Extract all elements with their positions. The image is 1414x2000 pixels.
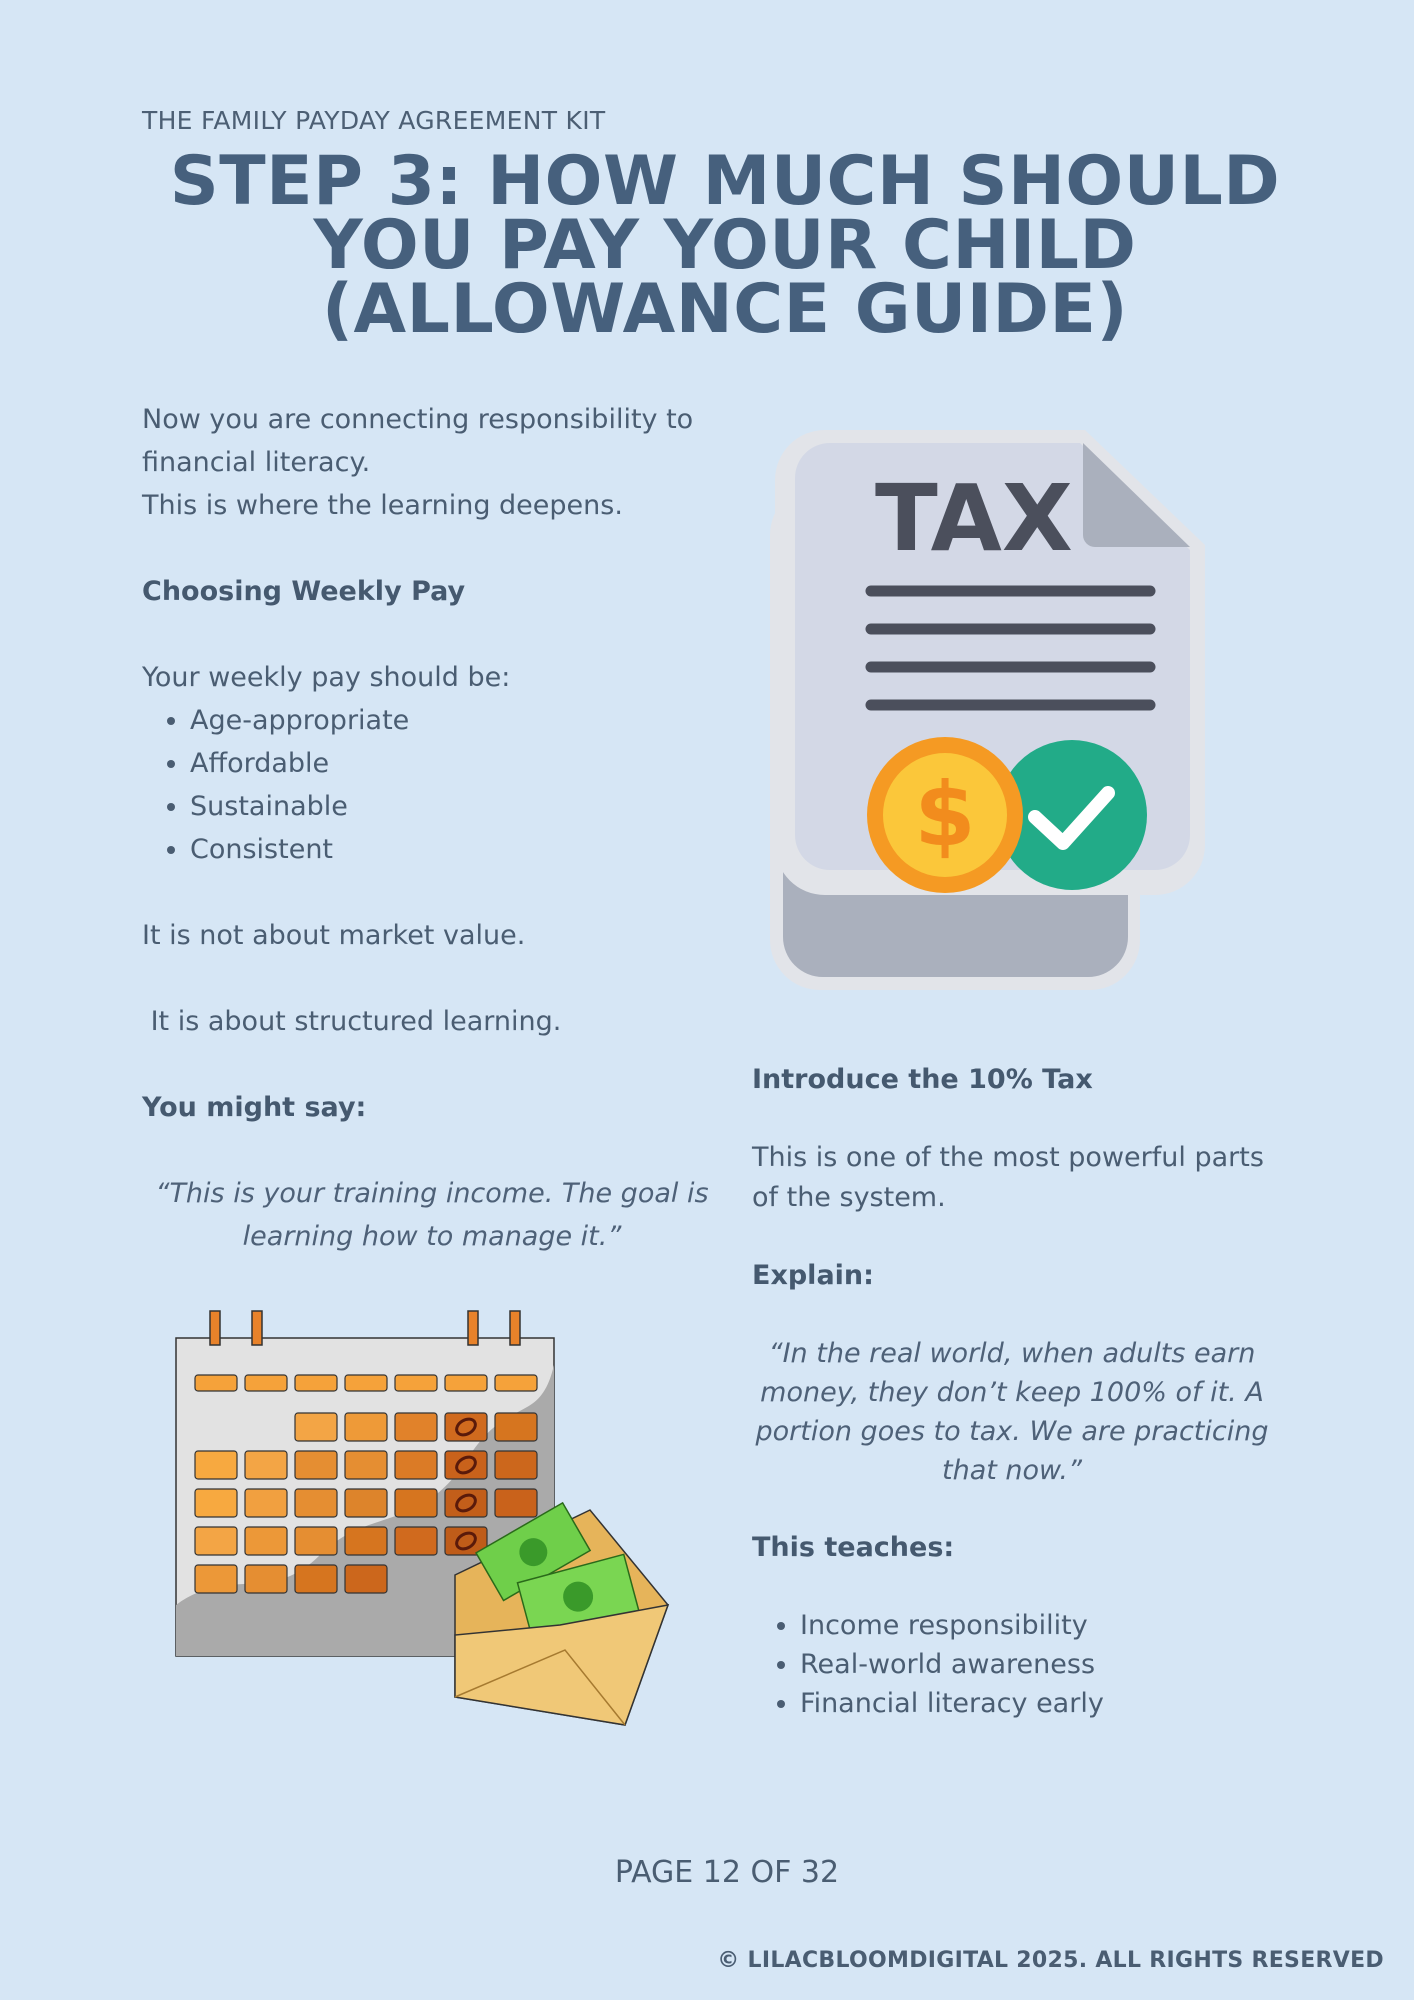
right-column [752,1060,1272,1723]
list-item: • Financial literacy early [800,1684,1272,1723]
tax-heading: Introduce the 10% Tax [752,1064,1093,1095]
quote-line: portion goes to tax. We are practicing [755,1416,1269,1447]
left-column [142,398,722,1258]
page-title [140,142,1310,349]
calendar-money-illustration [170,1305,680,1735]
explain-heading: Explain: [752,1260,874,1291]
page-number: PAGE 12 OF 32 [614,1855,840,1890]
intro-line: This is where the learning deepens. [142,490,623,521]
list-item: • Sustainable [190,785,722,828]
list-item: • Consistent [190,828,722,871]
tax-document-illustration [765,425,1210,995]
teaches-list [752,1606,1272,1723]
list-item: • Real-world awareness [800,1645,1272,1684]
list-item: • Age-appropriate [190,699,722,742]
market-value-line: It is not about market value. [142,920,526,951]
weekly-pay-heading: Choosing Weekly Pay [142,576,466,607]
quote-line: “This is your training income. The goal is [155,1178,709,1209]
tax-label: TAX [875,465,1073,572]
quote-line: learning how to manage it.” [242,1221,622,1252]
you-might-say-heading: You might say: [142,1092,367,1123]
copyright-notice: © LILACBLOOMDIGITAL 2025. ALL RIGHTS RESERVED [717,1948,1384,1973]
real-world-quote [752,1334,1272,1490]
quote-line: money, they don’t keep 100% of it. A [760,1377,1264,1408]
intro-line: financial literacy. [142,447,371,478]
intro-line: Now you are connecting responsibility to [142,404,694,435]
quote-line: “In the real world, when adults earn [768,1338,1256,1369]
weekly-pay-lead: Your weekly pay should be: [142,662,511,693]
weekly-pay-list [142,699,722,871]
tax-body-line: of the system. [752,1182,946,1213]
title-line: YOU PAY YOUR CHILD [313,206,1137,285]
kit-label: THE FAMILY PAYDAY AGREEMENT KIT [142,106,606,135]
quote-line: that now.” [942,1455,1082,1486]
list-item: • Affordable [190,742,722,785]
title-line: STEP 3: HOW MUCH SHOULD [169,142,1281,221]
title-line: (ALLOWANCE GUIDE) [321,270,1129,349]
tax-body-line: This is one of the most powerful parts [752,1142,1264,1173]
structured-learning-line: It is about structured learning. [142,1006,562,1037]
dollar-sign: $ [914,763,976,866]
training-income-quote [142,1172,722,1258]
teaches-heading: This teaches: [752,1532,955,1563]
list-item: • Income responsibility [800,1606,1272,1645]
